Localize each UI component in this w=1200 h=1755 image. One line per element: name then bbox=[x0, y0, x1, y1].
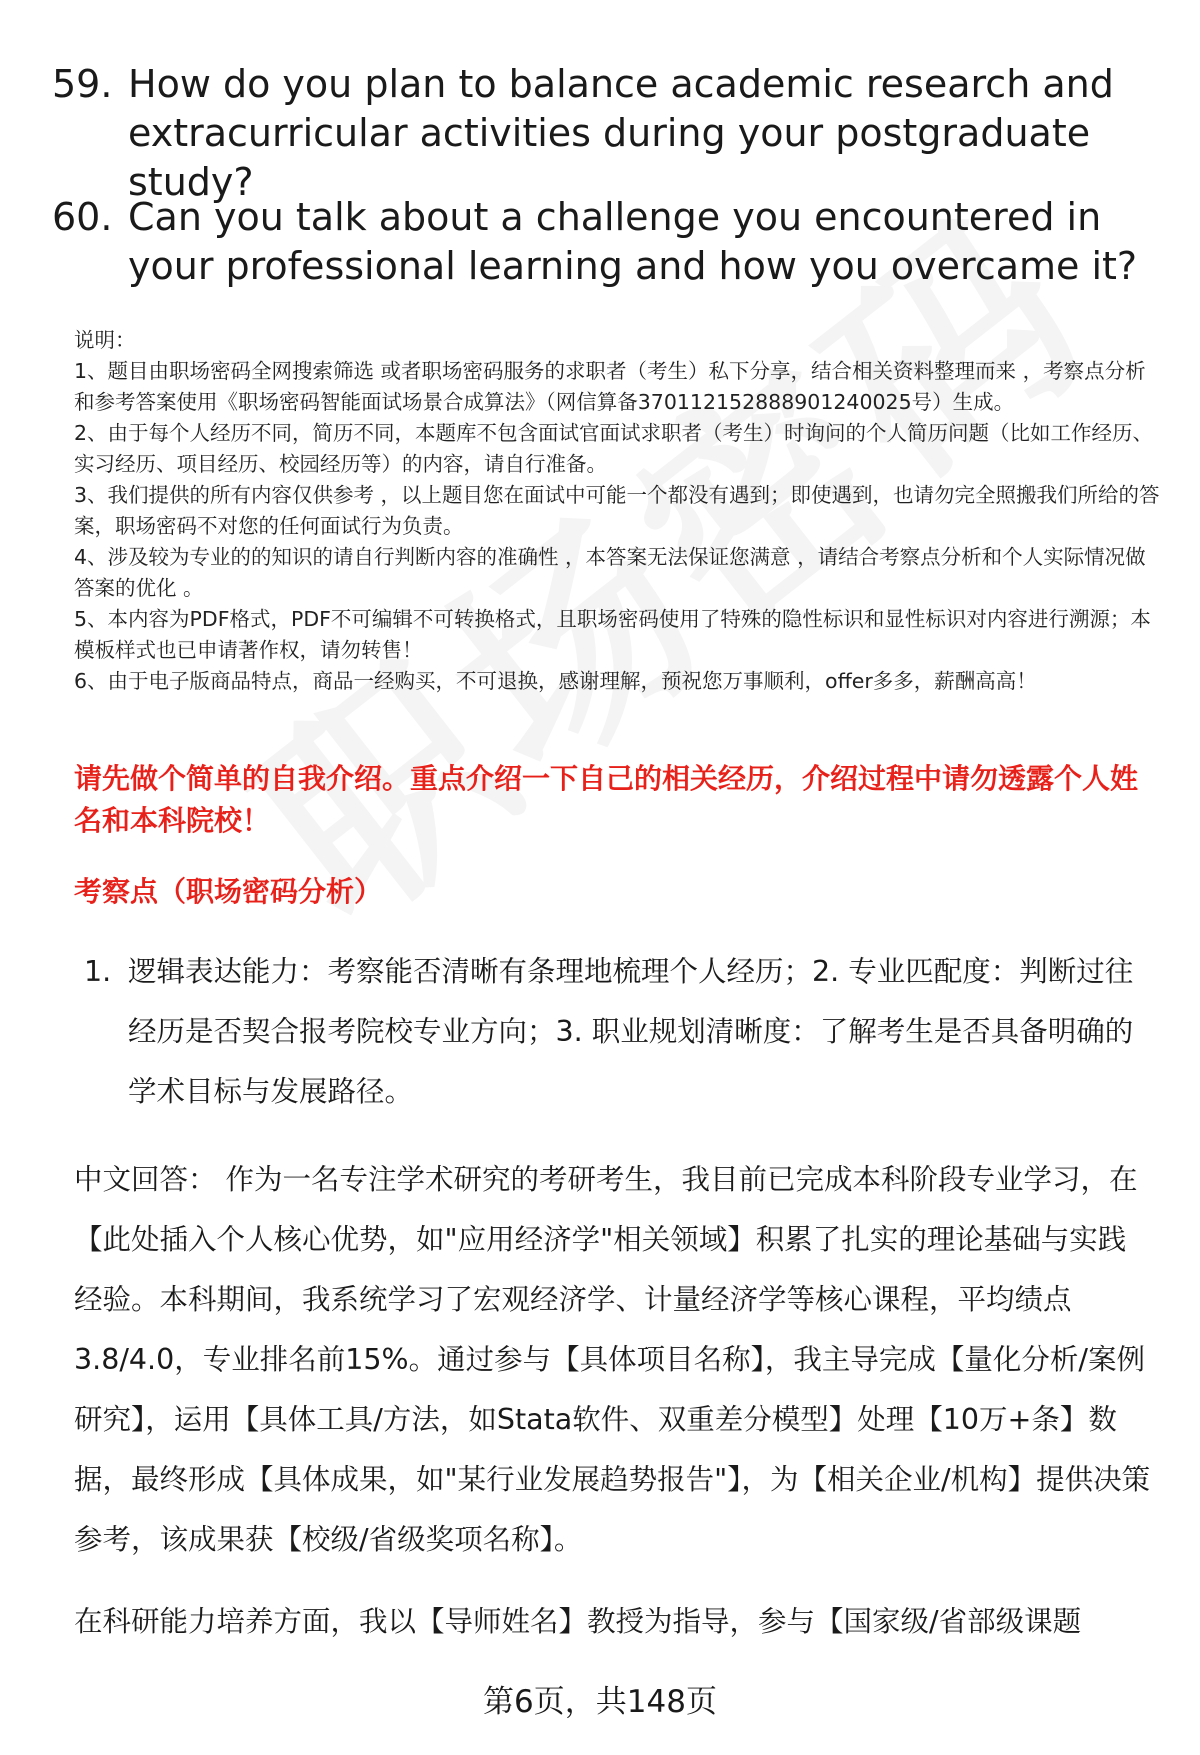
notes-title: 说明： bbox=[74, 328, 136, 352]
question-text: Can you talk about a challenge you encountered in your professional learning and how you overcame it? bbox=[128, 195, 1138, 288]
question-60 bbox=[52, 193, 1152, 291]
question-59 bbox=[52, 60, 1152, 207]
analysis-number: 1. bbox=[84, 955, 112, 988]
note-item: 2、由于每个人经历不同，简历不同，本题库不包含面试官面试求职者（考生）时询问的个人简历问题（比如工作经历、实习经历、项目经历、校园经历等）的内容，请自行准备。 bbox=[74, 421, 1154, 476]
interview-prompt: 请先做个简单的自我介绍。重点介绍一下自己的相关经历，介绍过程中请勿透露个人姓名和本科院校！ bbox=[74, 762, 1139, 837]
question-number: 60. bbox=[52, 195, 113, 239]
question-number: 59. bbox=[52, 62, 113, 106]
page-footer: 第6页，共148页 bbox=[483, 1684, 717, 1720]
note-item: 1、题目由职场密码全网搜索筛选 或者职场密码服务的求职者（考生）私下分享，结合相关资料整理而来 ，考察点分析和参考答案使用《职场密码智能面试场景合成算法》（网信算备370112152888901240025号）生成。 bbox=[74, 359, 1146, 414]
note-item: 3、我们提供的所有内容仅供参考 ，以上题目您在面试中可能一个都没有遇到；即使遇到，也请勿完全照搬我们所给的答案，职场密码不对您的任何面试行为负责。 bbox=[74, 483, 1160, 538]
section-title: 考察点（职场密码分析） bbox=[74, 875, 383, 908]
answer-paragraph-2: 在科研能力培养方面，我以【导师姓名】教授为指导，参与【国家级/省部级课题 bbox=[74, 1605, 1082, 1638]
note-item: 5、本内容为PDF格式，PDF不可编辑不可转换格式，且职场密码使用了特殊的隐性标识和显性标识对内容进行溯源；本模板样式也已申请著作权，请勿转售！ bbox=[74, 607, 1151, 662]
note-item: 6、由于电子版商品特点，商品一经购买，不可退换，感谢理解，预祝您万事顺利，offer多多，薪酬高高！ bbox=[74, 669, 1037, 693]
analysis-text: 逻辑表达能力：考察能否清晰有条理地梳理个人经历；2. 专业匹配度：判断过往经历是否契合报考院校专业方向；3. 职业规划清晰度：了解考生是否具备明确的学术目标与发展路径。 bbox=[128, 955, 1134, 1108]
note-item: 4、涉及较为专业的的知识的请自行判断内容的准确性 ，本答案无法保证您满意 ，请结合考察点分析和个人实际情况做答案的优化 。 bbox=[74, 545, 1146, 600]
analysis-list-item bbox=[84, 942, 1154, 1122]
question-text: How do you plan to balance academic research and extracurricular activities during your postgraduate study? bbox=[128, 62, 1114, 204]
answer-paragraph-1: 中文回答： 作为一名专注学术研究的考研考生，我目前已完成本科阶段专业学习，在【此处插入个人核心优势，如"应用经济学"相关领域】积累了扎实的理论基础与实践经验。本科期间，我系统学习了宏观经济学、计量经济学等核心课程，平均绩点3.8/4.0，专业排名前15%。通过参与【具体项目名称】，我主导完成【量化分析/案例研究】，运用【具体工具/方法，如Stata软件、双重差分模型】处理【10万+条】数据，最终形成【具体成果，如"某行业发展趋势报告"】，为【相关企业/机构】提供决策参考，该成果获【校级/省级奖项名称】。 bbox=[74, 1163, 1151, 1556]
notes-block bbox=[74, 325, 1164, 697]
